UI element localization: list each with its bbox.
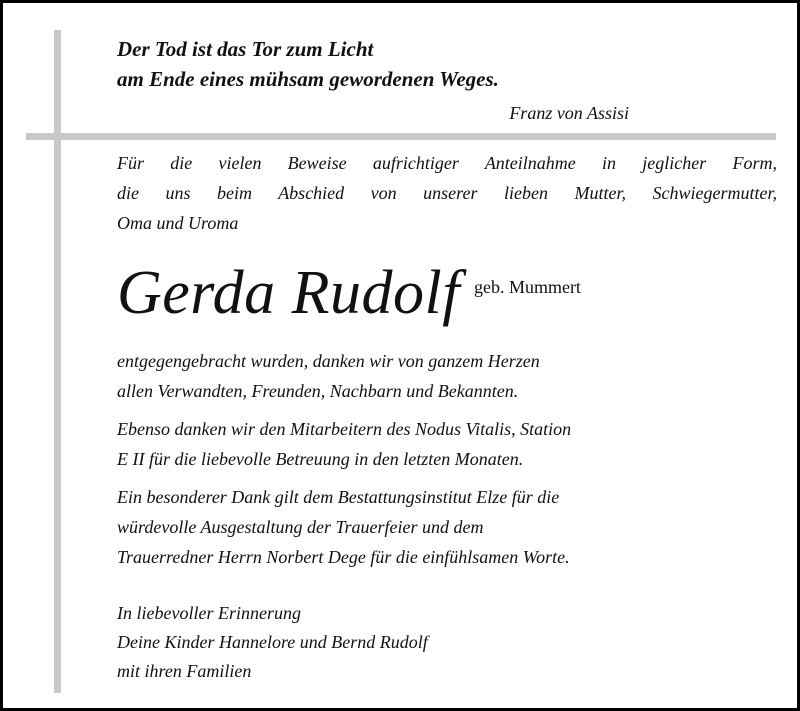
closing-signature [117, 599, 428, 686]
paragraph-line: Trauerredner Herrn Norbert Dege für die einfühlsamen Worte. [117, 547, 570, 567]
paragraph-line: E II für die liebevolle Betreuung in den letzten Monaten. [117, 449, 524, 469]
paragraph-line: Ebenso danken wir den Mitarbeitern des Nodus Vitalis, Station [117, 419, 572, 439]
paragraph-line: Ein besonderer Dank gilt dem Bestattungsinstitut Elze für die [117, 487, 560, 507]
quote-author: Franz von Assisi [509, 103, 629, 123]
paragraph-line: allen Verwandten, Freunden, Nachbarn und Bekannten. [117, 381, 519, 401]
cross-horizontal-bar [26, 133, 776, 140]
deceased-name: Gerda Rudolf [117, 259, 460, 327]
intro-line: Oma und Uroma [117, 213, 239, 233]
closing-line: mit ihren Familien [117, 661, 252, 681]
intro-line: Für die vielen Beweise aufrichtiger Anteilnahme in jeglicher Form, [117, 153, 777, 173]
thanks-funeral-paragraph [117, 482, 570, 572]
paragraph-line: würdevolle Ausgestaltung der Trauerfeier und dem [117, 517, 484, 537]
birth-name: geb. Mummert [473, 277, 581, 297]
cross-vertical-bar [54, 30, 61, 693]
deceased-name-row [117, 255, 581, 331]
motto-line: Der Tod ist das Tor zum Licht [117, 37, 374, 61]
thanks-paragraph [117, 346, 540, 406]
motto-line: am Ende eines mühsam gewordenen Weges. [117, 67, 499, 91]
closing-line: In liebevoller Erinnerung [117, 603, 301, 623]
paragraph-line: entgegengebracht wurden, danken wir von ganzem Herzen [117, 351, 540, 371]
closing-line: Deine Kinder Hannelore und Bernd Rudolf [117, 632, 428, 652]
motto-quote [117, 34, 499, 94]
intro-line: die uns beim Abschied von unserer lieben Mutter, Schwiegermutter, [117, 183, 777, 203]
intro-paragraph [117, 148, 777, 238]
thanks-staff-paragraph [117, 414, 571, 474]
